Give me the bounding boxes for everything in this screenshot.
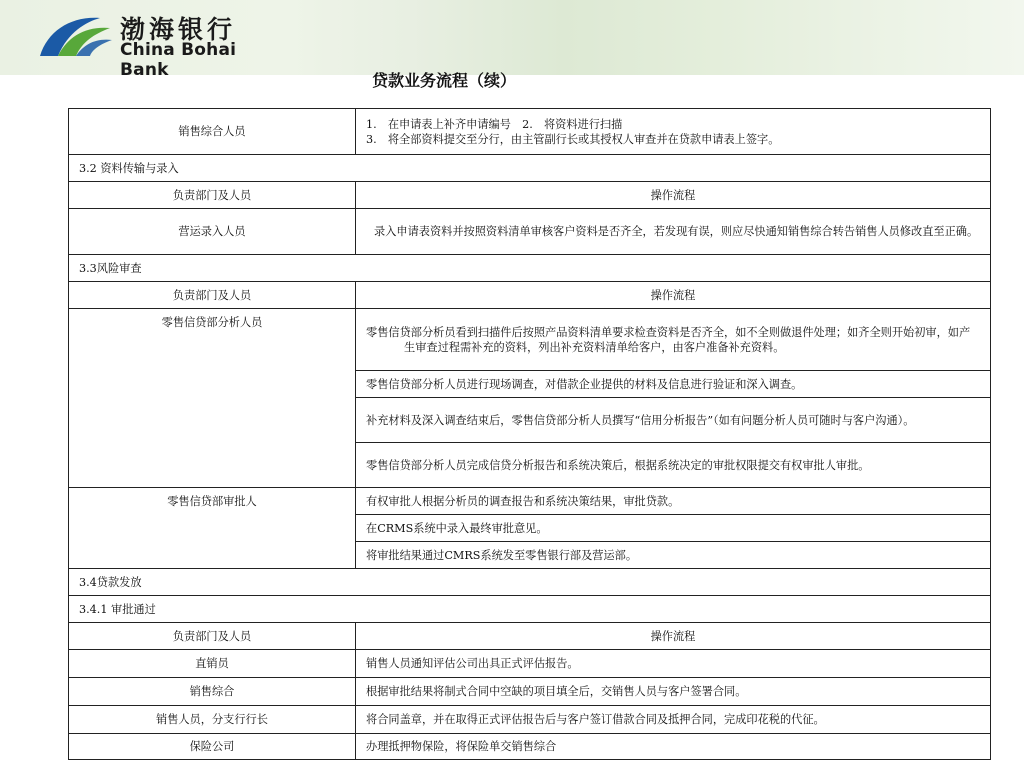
dept-cell: 销售人员，分支行行长 xyxy=(69,706,356,734)
column-header-dept: 负责部门及人员 xyxy=(69,182,356,209)
dept-cell: 直销员 xyxy=(69,650,356,678)
table-row xyxy=(69,309,991,371)
process-cell xyxy=(356,398,991,443)
section-row xyxy=(69,255,991,282)
process-cell: 办理抵押物保险，将保险单交销售综合 xyxy=(356,734,991,760)
process-cell xyxy=(356,209,991,255)
table-row xyxy=(69,650,991,678)
process-cell xyxy=(356,443,991,488)
section-title: 3.2 资料传输与录入 xyxy=(69,155,991,182)
process-cell xyxy=(356,371,991,398)
brand-name-en: China Bohai Bank xyxy=(120,40,237,80)
dept-cell: 销售综合 xyxy=(69,678,356,706)
process-cell: 根据审批结果将制式合同中空缺的项目填全后，交销售人员与客户签署合同。 xyxy=(356,678,991,706)
dept-cell: 零售信贷部分析人员 xyxy=(69,309,356,488)
process-cell xyxy=(356,109,991,155)
process-line: 3. 将全部资料提交至分行，由主管副行长或其授权人审查并在贷款申请表上签字。 xyxy=(366,132,780,146)
table-row xyxy=(69,678,991,706)
table-row xyxy=(69,488,991,515)
section-title: 3.4贷款发放 xyxy=(69,569,991,596)
header-row xyxy=(69,623,991,650)
column-header-dept: 负责部门及人员 xyxy=(69,623,356,650)
section-title: 3.3风险审查 xyxy=(69,255,991,282)
process-cell: 有权审批人根据分析员的调查报告和系统决策结果，审批贷款。 xyxy=(356,488,991,515)
process-line: 1. 在申请表上补齐申请编号 2. 将资料进行扫描 xyxy=(366,117,623,131)
header-row xyxy=(69,282,991,309)
section-row xyxy=(69,596,991,623)
process-cell xyxy=(356,309,991,371)
column-header-process: 操作流程 xyxy=(356,623,991,650)
process-text: 零售信贷部分析员看到扫描件后按照产品资料清单要求检查资料是否齐全，如不全则做退件处理；如齐全则开始初审，如产生审查过程需补充的资料，列出补充资料清单给客户，由客户准备补充资料。 xyxy=(366,325,971,354)
dept-cell: 销售综合人员 xyxy=(69,109,356,155)
section-title: 3.4.1 审批通过 xyxy=(69,596,991,623)
process-cell: 在CRMS系统中录入最终审批意见。 xyxy=(356,515,991,542)
column-header-dept: 负责部门及人员 xyxy=(69,282,356,309)
process-cell: 将审批结果通过CMRS系统发至零售银行部及营运部。 xyxy=(356,542,991,569)
table-row xyxy=(69,209,991,255)
page-title: 贷款业务流程（续） xyxy=(372,71,517,90)
process-text: 补充材料及深入调查结束后，零售信贷部分析人员撰写“信用分析报告”（如有问题分析人员可随时与客户沟通）。 xyxy=(366,413,915,427)
table-row xyxy=(69,109,991,155)
process-text: 录入申请表资料并按照资料清单审核客户资料是否齐全，若发现有误，则应尽快通知销售综合转告销售人员修改直至正确。 xyxy=(374,225,979,238)
table-row xyxy=(69,706,991,734)
section-row xyxy=(69,155,991,182)
process-text: 零售信贷部分析人员进行现场调查，对借款企业提供的材料及信息进行验证和深入调查。 xyxy=(366,377,803,391)
column-header-process: 操作流程 xyxy=(356,282,991,309)
dept-cell: 零售信贷部审批人 xyxy=(69,488,356,569)
process-table xyxy=(68,108,991,760)
brand-name-cn: 渤海银行 xyxy=(120,15,237,44)
header-row xyxy=(69,182,991,209)
process-cell: 销售人员通知评估公司出具正式评估报告。 xyxy=(356,650,991,678)
column-header-process: 操作流程 xyxy=(356,182,991,209)
section-row xyxy=(69,569,991,596)
bohai-wave-logo-icon xyxy=(38,12,114,58)
process-cell: 将合同盖章，并在取得正式评估报告后与客户签订借款合同及抵押合同，完成印花税的代征。 xyxy=(356,706,991,734)
dept-cell: 营运录入人员 xyxy=(69,209,356,255)
bank-logo xyxy=(38,10,288,80)
table-row xyxy=(69,734,991,760)
process-text: 零售信贷部分析人员完成信贷分析报告和系统决策后，根据系统决定的审批权限提交有权审批人审批。 xyxy=(366,458,870,472)
dept-cell: 保险公司 xyxy=(69,734,356,760)
